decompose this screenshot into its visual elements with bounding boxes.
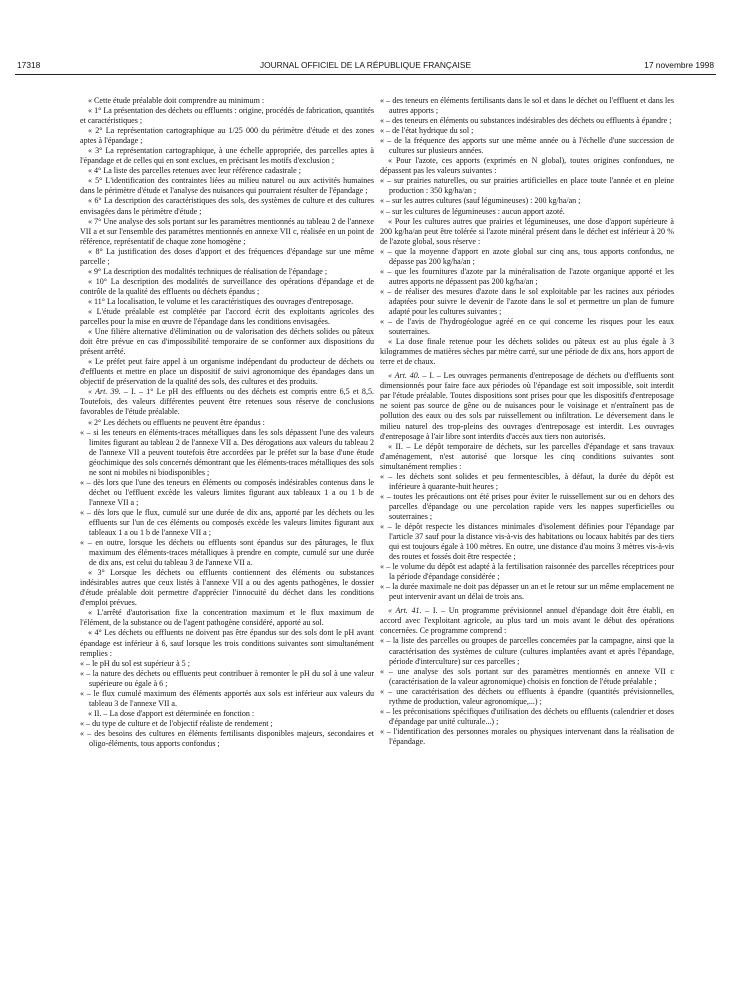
list-item: « – sur les autres cultures (sauf légumineuses) : 200 kg/ha/an ; — [380, 196, 581, 206]
list-item: « – le dépôt respecte les distances minimales d'isolement définies pour l'épandage par l'article 37 sauf pour la distance vis-à-vis des habitations ou locaux habités par des tiers qui est toujours égale à 100 mètres. En outre, une distance d'au moins 3 mètres vis-à-vis des routes et fossés doit être respectée ; — [380, 521, 674, 562]
list-item: « – une analyse des sols portant sur des paramètres mentionnés en annexe VII c (caractérisation de la valeur agronomique) choisis en fonction de l'étude préalable ; — [380, 666, 674, 686]
paragraph: « L'arrêté d'autorisation fixe la concentration maximum et le flux maximum de l'élément, de la substance ou de l'agent pathogène considéré, apporté au sol. — [80, 608, 374, 628]
paragraph: « 3° La représentation cartographique, à une échelle appropriée, des parcelles aptes à l'épandage et de celles qui en sont exclues, en précisant les motifs d'exclusion ; — [80, 146, 374, 166]
paragraph: « L'étude préalable est complétée par l'accord écrit des exploitants agricoles des parcelles pour la mise en œuvre de l'épandage dans les conditions envisagées. — [80, 306, 374, 327]
page-number: 17318 — [17, 60, 41, 70]
list-item: « – du type de culture et de l'objectif réaliste de rendement ; — [80, 718, 273, 728]
paragraph: « 4° Les déchets ou effluents ne doivent pas être épandus sur des sols dont le pH avant épandage est inférieur à 6, sauf lorsque les trois conditions suivantes sont simultanément remplies : — [80, 628, 374, 658]
right-column — [380, 96, 674, 747]
list-item: « – de la fréquence des apports sur une même année ou à l'échelle d'une succession de cultures sur plusieurs années. — [380, 136, 674, 156]
article-label: « Art. 40. — [388, 371, 420, 381]
paragraph: « 2° Les déchets ou effluents ne peuvent être épandus : — [88, 417, 265, 427]
list-item: « – dès lors que l'une des teneurs en éléments ou composés indésirables contenus dans le déchet ou l'effluent excède les valeurs limites figurant aux tableaux 1 a ou 1 b de l'annexe VII a ; — [80, 477, 374, 507]
paragraph-text: – I. – Un programme prévisionnel annuel d'épandage doit être établi, en accord avec l'exploitant agricole, au plus tard un mois avant le début des opérations concernées. Ce programme comprend : — [380, 606, 674, 636]
list-item: « – que la moyenne d'apport en azote global sur cinq ans, tous apports confondus, ne dépasse pas 200 kg/ha/an ; — [380, 246, 674, 266]
left-column — [80, 96, 374, 749]
list-item: « – la nature des déchets ou effluents peut contribuer à remonter le pH du sol à une valeur supérieure ou égale à 6 ; — [80, 668, 374, 688]
list-item: « – l'identification des personnes morales ou physiques intervenant dans la réalisation de l'épandage. — [380, 726, 674, 746]
paragraph-text: – I. – 1° Le pH des effluents ou des déchets est compris entre 6,5 et 8,5. Toutefois, des valeurs différentes peuvent être retenues sous réserve de conclusions favorables de l'étude préalable. — [80, 387, 374, 417]
paragraph: « 8° La justification des doses d'apport et des fréquences d'épandage sur une même parcelle ; — [80, 246, 374, 266]
paragraph: « II. – La dose d'apport est déterminée en fonction : — [88, 708, 255, 718]
list-item: « – la durée maximale ne doit pas dépasser un an et le retour sur un même emplacement ne peut intervenir avant un délai de trois ans. — [380, 582, 674, 602]
paragraph-text: – I. – Les ouvrages permanents d'entreposage de déchets ou d'effluents sont dimensionnés pour faire face aux périodes où l'épandage est soit impossible, soit interdit par l'étude préalable. Toutes dispositions sont prises pour que les dispositifs d'entreposage ne soient pas source de gêne ou de nuisances pour le voisinage et n'entraînent pas de pollution des eaux ou des sols par ruissellement ou infiltration. Le déversement dans le milieu naturel des trop-pleins des ouvrages d'entreposage est interdit. Les ouvrages d'entreposage à l'air libre sont interdits d'accès aux tiers non autorisés. — [380, 371, 674, 441]
paragraph: « Une filière alternative d'élimination ou de valorisation des déchets solides ou pâteux doit être prévue en cas d'impossibilité temporaire de se conformer aux dispositions du présent arrêté. — [80, 327, 374, 357]
paragraph: « 3° Lorsque les déchets ou effluents contiennent des éléments ou substances indésirables autres que ceux listés à l'annexe VII a ou des agents pathogènes, le dossier d'étude préalable doit permettre d'apprécier l'innocuité du déchet dans les conditions d'emploi prévues. — [80, 568, 374, 608]
paragraph: « 6° La description des caractéristiques des sols, des systèmes de culture et des cultures envisagées dans le périmètre d'étude ; — [80, 196, 374, 216]
list-item: « – une caractérisation des déchets ou effluents à épandre (quantités prévisionnelles, rythme de production, valeur agronomique,...) ; — [380, 686, 674, 706]
article-label: « Art. 39. — [88, 387, 121, 397]
list-item: « – des besoins des cultures en éléments fertilisants disponibles majeurs, secondaires et oligo-éléments, tous apports confondus ; — [80, 728, 374, 748]
list-item: « – le volume du dépôt est adapté à la fertilisation raisonnée des parcelles réceptrices pour la période d'épandage considérée ; — [380, 562, 674, 582]
list-item: « – que les fournitures d'azote par la minéralisation de l'azote organique apporté et les autres apports ne dépassent pas 200 kg/ha/an ; — [380, 266, 674, 286]
list-item: « – de l'état hydrique du sol ; — [380, 126, 474, 136]
paragraph: « 5° L'identification des contraintes liées au milieu naturel ou aux activités humaines dans le périmètre d'étude et l'analyse des nuisances qui pourraient résulter de l'épandage ; — [80, 176, 374, 196]
list-item: « – le flux cumulé maximum des éléments apportés aux sols est inférieur aux valeurs du tableau 3 de l'annexe VII a. — [80, 688, 374, 708]
list-item: « – des teneurs en éléments ou substances indésirables des déchets ou effluents à épandre ; — [380, 116, 672, 126]
list-item: « – dès lors que le flux, cumulé sur une durée de dix ans, apporté par les déchets ou les effluents sur l'un de ces éléments ou composés excède les valeurs limites figurant aux tableaux 1 a ou 1 b de l'annexe VII a ; — [80, 507, 374, 538]
list-item: « – en outre, lorsque les déchets ou effluents sont épandus sur des pâturages, le flux maximum des éléments-traces métalliques à prendre en compte, cumulé sur une durée de dix ans, est celui du tableau 3 de l'annexe VII a. — [80, 538, 374, 568]
journal-title: JOURNAL OFFICIEL DE LA RÉPUBLIQUE FRANÇAISE — [259, 60, 472, 70]
paragraph: « 1° La présentation des déchets ou effluents : origine, procédés de fabrication, quantités et caractéristiques ; — [80, 106, 374, 126]
list-item: « – sur les cultures de légumineuses : aucun apport azoté. — [380, 206, 565, 216]
paragraph: « 2° La représentation cartographique au 1/25 000 du périmètre d'étude et des zones aptes à l'épandage ; — [80, 126, 374, 146]
paragraph: « 11° La localisation, le volume et les caractéristiques des ouvrages d'entreposage. — [88, 296, 354, 306]
issue-date: 17 novembre 1998 — [644, 60, 714, 70]
paragraph: « Pour les cultures autres que prairies et légumineuses, une dose d'apport supérieure à 200 kg/ha/an peut être tolérée si l'azote minéral présent dans le déchet est inférieur à 20 % de l'azote global, sous réserve : — [380, 216, 674, 246]
list-item: « – de réaliser des mesures d'azote dans le sol exploitable par les racines aux périodes adaptées pour suivre le devenir de l'azote dans le sol et permettre un plan de fumure adapté pour les cultures suivantes ; — [380, 286, 674, 316]
article-39-paragraph — [80, 387, 374, 417]
paragraph: « Pour l'azote, ces apports (exprimés en N global), toutes origines confondues, ne dépassent pas les valeurs suivantes : — [380, 156, 674, 176]
page-header — [15, 58, 716, 75]
article-label: « Art. 41. — [388, 606, 422, 616]
article-41-paragraph — [380, 606, 674, 636]
list-item: « – sur prairies naturelles, ou sur prairies artificielles en place toute l'année et en pleine production : 350 kg/ha/an ; — [380, 176, 674, 196]
list-item: « – les déchets sont solides et peu fermentescibles, à défaut, la durée du dépôt est inférieure à quarante-huit heures ; — [380, 471, 674, 491]
paragraph: « Le préfet peut faire appel à un organisme indépendant du producteur de déchets ou d'effluents et mettre en place un dispositif de suivi agronomique des épandages dans un objectif de préservation de la qualité des sols, des cultures et des produits. — [80, 357, 374, 387]
list-item: « – toutes les précautions ont été prises pour éviter le ruissellement sur ou en dehors des parcelles d'épandage ou une percolation rapide vers les nappes superficielles ou souterraines ; — [380, 491, 674, 521]
list-item: « – les préconisations spécifiques d'utilisation des déchets ou effluents (calendrier et doses d'épandage par unité culturale...) ; — [380, 706, 674, 726]
list-item: « – la liste des parcelles ou groupes de parcelles concernées par la campagne, ainsi que la caractérisation des systèmes de culture (cultures implantées avant et après l'épandage, période d'interculture) sur ces parcelles ; — [380, 636, 674, 666]
list-item: « – si les teneurs en éléments-traces métalliques dans les sols dépassent l'une des valeurs limites figurant au tableau 2 de l'annexe VII a. Des dérogations aux valeurs du tableau 2 de l'annexe VII a peuvent toutefois être accordées par le préfet sur la base d'une étude géochimique des sols concernés démontrant que les éléments-traces métalliques des sols ne sont ni mobiles ni biodisponibles ; — [80, 427, 374, 477]
list-item: « – le pH du sol est supérieur à 5 ; — [80, 658, 190, 668]
list-item: « – de l'avis de l'hydrogéologue agréé en ce qui concerne les risques pour les eaux souterraines. — [380, 317, 674, 337]
paragraph: « 4° La liste des parcelles retenues avec leur référence cadastrale ; — [88, 166, 301, 176]
paragraph: « II. – Le dépôt temporaire de déchets, sur les parcelles d'épandage et sans travaux d'aménagement, n'est autorisé que lorsque les cinq conditions suivantes sont simultanément remplies : — [380, 441, 674, 471]
paragraph: « 10° La description des modalités de surveillance des opérations d'épandage et de contrôle de la qualité des effluents ou déchets épandus ; — [80, 276, 374, 296]
paragraph: « La dose finale retenue pour les déchets solides ou pâteux est au plus égale à 3 kilogrammes de matières sèches par mètre carré, sur une période de dix ans, hors apport de terre et de chaux. — [380, 337, 674, 367]
paragraph: « 7° Une analyse des sols portant sur les paramètres mentionnés au tableau 2 de l'annexe VII a et sur l'ensemble des paramètres mentionnés en annexe VII c, réalisée en un point de référence, représentatif de chaque zone homogène ; — [80, 216, 374, 246]
paragraph: « 9° La description des modalités techniques de réalisation de l'épandage ; — [88, 266, 328, 276]
list-item: « – des teneurs en éléments fertilisants dans le sol et dans le déchet ou l'effluent et dans les autres apports ; — [380, 96, 674, 116]
paragraph: « Cette étude préalable doit comprendre au minimum : — [88, 96, 265, 105]
article-40-paragraph — [380, 371, 674, 441]
